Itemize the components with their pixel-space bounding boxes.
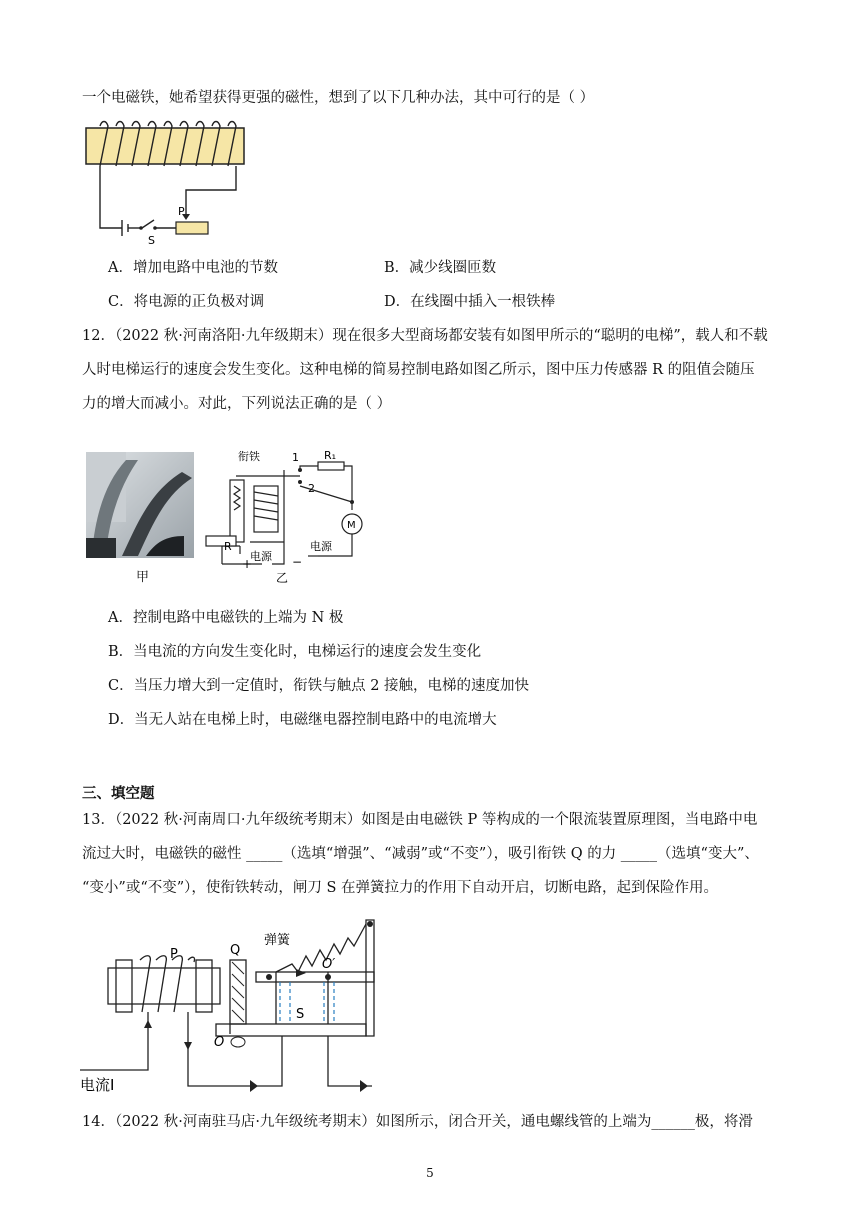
q13-label-s: S xyxy=(296,1007,305,1022)
q12-label-minus: − xyxy=(292,555,303,569)
q12-label-power-1: 电源 xyxy=(250,550,272,563)
q12-stem-line-3: 力的增大而减小。对此，下列说法正确的是（ ） xyxy=(82,396,392,412)
q12-stem-line-2: 人时电梯运行的速度会发生变化。这种电梯的简易控制电路如图乙所示，图中压力传感器 R 的阻值会随压 xyxy=(82,362,755,378)
q12-relay-circuit xyxy=(200,446,370,584)
q13-stem-line-1: 13．（2022 秋·河南周口·九年级统考期末）如图是由电磁铁 P 等构成的一个限流装置原理图，当电路中电 xyxy=(82,812,758,828)
q11-option-d[interactable]: D．在线圈中插入一根铁棒 xyxy=(384,294,556,310)
q12-label-armature: 衔铁 xyxy=(238,450,260,463)
q11-option-c[interactable]: C．将电源的正负极对调 xyxy=(108,294,265,310)
q13-label-o-prime: O′ xyxy=(322,957,336,972)
q12-fig-label-jia: 甲 xyxy=(136,570,150,585)
q11-option-a[interactable]: A．增加电路中电池的节数 xyxy=(108,260,278,276)
q13-current-limiter-figure xyxy=(80,910,390,1098)
q12-elevator-photo xyxy=(86,452,194,558)
q12-label-motor: M xyxy=(347,520,356,531)
q11-electromagnet-figure xyxy=(80,118,260,250)
q14-stem-line-1: 14．（2022 秋·河南驻马店·九年级统考期末）如图所示，闭合开关，通电螺线管的上端为______极，将滑 xyxy=(82,1114,753,1130)
page-number: 5 xyxy=(426,1166,434,1180)
q11-option-b[interactable]: B．减少线圈匝数 xyxy=(384,260,497,276)
q13-label-spring: 弹簧 xyxy=(264,933,291,948)
q12-option-d[interactable]: D．当无人站在电梯上时，电磁继电器控制电路中的电流增大 xyxy=(108,712,497,728)
q12-stem-line-1: 12．（2022 秋·河南洛阳·九年级期末）现在很多大型商场都安装有如图甲所示的“聪明的电梯”，载人和不载 xyxy=(82,328,768,344)
q13-label-p: P xyxy=(170,947,178,962)
q12-label-r1: R₁ xyxy=(324,449,337,462)
q12-option-c[interactable]: C．当压力增大到一定值时，衔铁与触点 2 接触，电梯的速度加快 xyxy=(108,678,530,694)
q12-fig-label-yi: 乙 xyxy=(276,571,289,584)
q13-label-q: Q xyxy=(230,943,241,958)
q12-label-power-2: 电源 xyxy=(310,540,332,553)
q13-label-o: O xyxy=(214,1035,225,1050)
q13-stem-line-3: “变小”或“不变”），使衔铁转动，闸刀 S 在弹簧拉力的作用下自动开启，切断电路，起到保险作用。 xyxy=(82,880,719,896)
q13-label-current: 电流I xyxy=(80,1076,115,1094)
q11-stem: 一个电磁铁，她希望获得更强的磁性，想到了以下几种办法，其中可行的是（ ） xyxy=(82,90,595,106)
q12-label-contact-2: 2 xyxy=(308,482,315,495)
q12-option-a[interactable]: A．控制电路中电磁铁的上端为 N 极 xyxy=(108,610,344,626)
q11-label-s: S xyxy=(148,234,155,247)
q11-label-p: P xyxy=(178,205,185,218)
q12-option-b[interactable]: B．当电流的方向发生变化时，电梯运行的速度会发生变化 xyxy=(108,644,482,660)
q12-label-r: R xyxy=(224,540,232,553)
q12-label-contact-1: 1 xyxy=(292,451,299,464)
section-title-fill-in: 三、填空题 xyxy=(82,786,155,802)
q12-label-plus: + xyxy=(242,557,253,571)
q13-stem-line-2: 流过大时，电磁铁的磁性 _____（选填“增强”、“减弱”或“不变”），吸引衔铁 Q 的力 _____（选填“变大”、 xyxy=(82,846,759,862)
